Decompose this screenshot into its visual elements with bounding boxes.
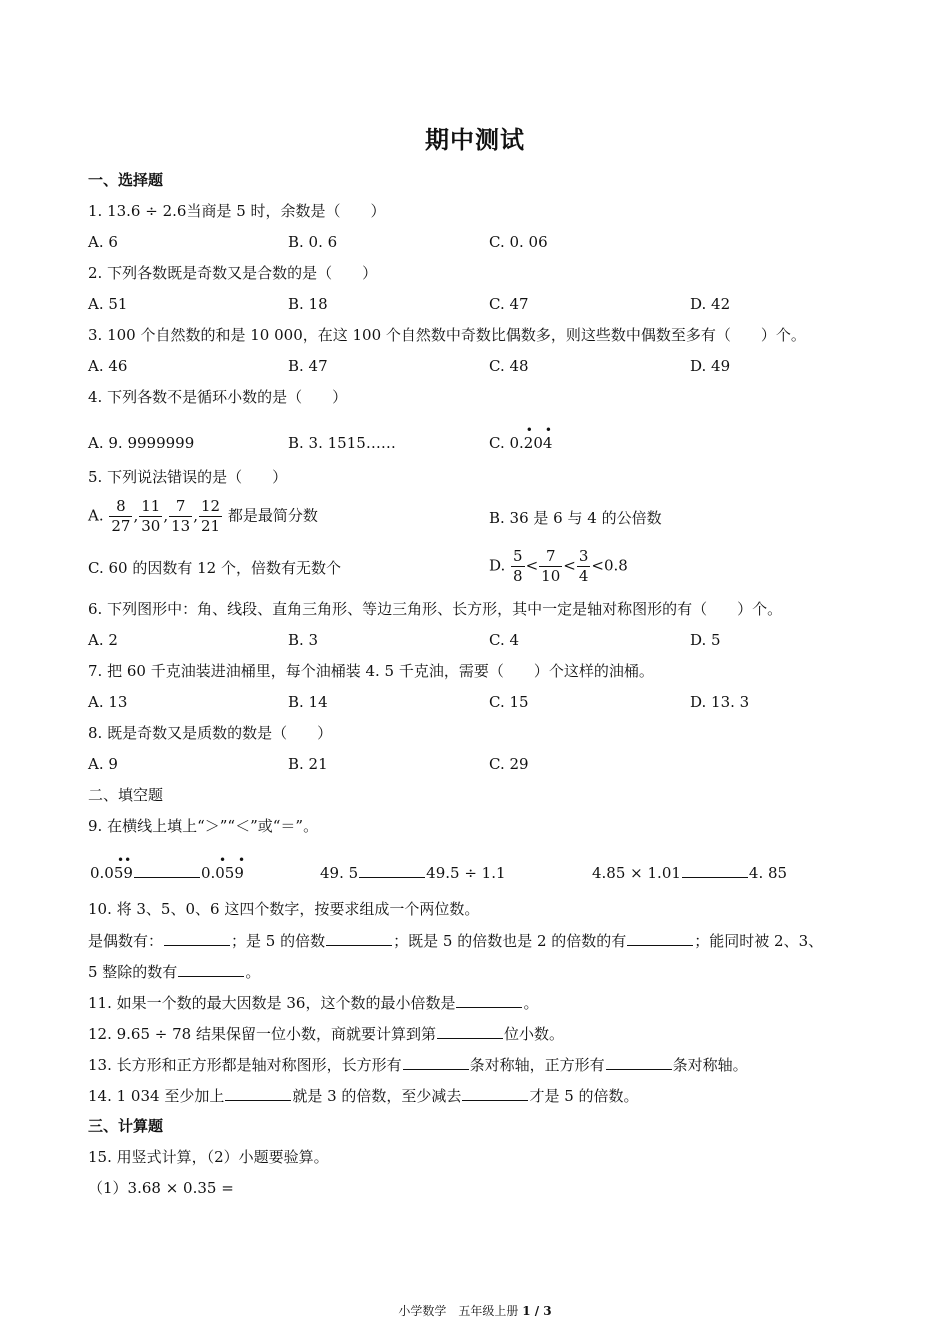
answer-blank[interactable] [225, 1088, 291, 1101]
question-5-option-d: D. $\frac{5}{8}$ < $\frac{7}{10}$ < $\frac{3}{4}$ <0.8 [489, 547, 628, 585]
fraction: $\frac{3}{4}$ [578, 547, 589, 585]
question-6-option-d: D. 5 [690, 631, 721, 649]
question-6-option-a: A. 2 [88, 631, 118, 649]
fraction: $\frac{11}{30}$ [141, 497, 161, 535]
fraction: $\frac{7}{13}$ [171, 497, 191, 535]
question-5-option-b: B. 36 是 6 与 4 的公倍数 [489, 509, 662, 527]
question-5-option-c: C. 60 的因数有 12 个，倍数有无数个 [88, 559, 341, 577]
page-number: 1 / 3 [522, 1304, 552, 1318]
answer-blank[interactable] [178, 964, 244, 977]
question-7-option-a: A. 13 [88, 693, 128, 711]
question-6-option-c: C. 4 [489, 631, 520, 649]
question-7-option-c: C. 15 [489, 693, 529, 711]
question-3-stem: 3. 100 个自然数的和是 10 000，在这 100 个自然数中奇数比偶数多，则这些数中偶数至多有（ ）个。 [88, 326, 806, 344]
question-2-stem: 2. 下列各数既是奇数又是合数的是（ ） [88, 264, 378, 282]
question-15-stem: 15. 用竖式计算，（2）小题要验算。 [88, 1148, 329, 1166]
fraction: $\frac{5}{8}$ [513, 547, 523, 585]
answer-blank[interactable] [359, 865, 425, 878]
question-9-part-3: 4.85 × 1.01 4. 85 [592, 864, 788, 882]
question-2-option-c: C. 47 [489, 295, 529, 313]
question-7-stem: 7. 把 60 千克油装进油桶里，每个油桶装 4. 5 千克油，需要（ ）个这样的油桶。 [88, 662, 654, 680]
question-8-stem: 8. 既是奇数又是质数的数是（ ） [88, 724, 333, 742]
question-2-option-d: D. 42 [690, 295, 731, 313]
question-5-stem: 5. 下列说法错误的是（ ） [88, 468, 288, 486]
answer-blank[interactable] [164, 933, 230, 946]
question-6-option-b: B. 3 [288, 631, 319, 649]
question-11: 11. 如果一个数的最大因数是 36，这个数的最小倍数是 。 [88, 994, 539, 1012]
question-4-stem: 4. 下列各数不是循环小数的是（ ） [88, 388, 348, 406]
question-7-option-b: B. 14 [288, 693, 328, 711]
question-10-stem: 10. 将 3、5、0、6 这四个数字，按要求组成一个两位数。 [88, 900, 480, 918]
question-1-option-a: A. 6 [88, 233, 118, 251]
answer-blank[interactable] [403, 1057, 469, 1070]
question-1-stem: 1. 13.6 ÷ 2.6当商是 5 时，余数是（ ） [88, 202, 386, 220]
fraction: $\frac{8}{27}$ [111, 497, 131, 535]
question-9-stem: 9. 在横线上填上“＞”“＜”或“＝”。 [88, 817, 319, 835]
page-footer: 小学数学 五年级上册 1 / 3 [398, 1304, 552, 1318]
answer-blank[interactable] [134, 865, 200, 878]
answer-blank[interactable] [462, 1088, 528, 1101]
section-heading-choice: 一、选择题 [88, 171, 164, 189]
question-8-option-c: C. 29 [489, 755, 529, 773]
answer-blank[interactable] [682, 865, 748, 878]
question-15-part-1: （1）3.68 × 0.35 = [88, 1179, 234, 1197]
question-4-option-a: A. 9. 9999999 [88, 434, 195, 452]
fraction: $\frac{7}{10}$ [541, 547, 561, 585]
question-10-line-2: 5 整除的数有 。 [88, 963, 261, 981]
question-8-option-a: A. 9 [88, 755, 118, 773]
answer-blank[interactable] [606, 1057, 672, 1070]
question-3-option-b: B. 47 [288, 357, 328, 375]
question-5-option-a: A. $\frac{8}{27}$ , $\frac{11}{30}$ , $\frac{7}{13}$ , $\frac{12}{21}$ 都是最简分数 [88, 497, 318, 535]
answer-blank[interactable] [326, 933, 392, 946]
page-title: 期中测试 [425, 125, 525, 154]
question-3-option-d: D. 49 [690, 357, 731, 375]
question-2-option-b: B. 18 [288, 295, 328, 313]
question-4-option-c: C. 0. • 20 • 4 [489, 423, 553, 452]
question-8-option-b: B. 21 [288, 755, 328, 773]
section-heading-calc: 三、计算题 [88, 1117, 164, 1135]
question-3-option-c: C. 48 [489, 357, 529, 375]
question-13: 13. 长方形和正方形都是轴对称图形，长方形有 条对称轴，正方形有 条对称轴。 [88, 1056, 748, 1074]
question-1-option-b: B. 0. 6 [288, 233, 338, 251]
answer-blank[interactable] [627, 933, 693, 946]
fraction: $\frac{12}{21}$ [201, 497, 221, 535]
question-9-part-2: 49. 5 49.5 ÷ 1.1 [320, 864, 506, 882]
question-3-option-a: A. 46 [88, 357, 128, 375]
answer-blank[interactable] [456, 995, 522, 1008]
question-4-option-b: B. 3. 1515…… [288, 434, 396, 452]
question-6-stem: 6. 下列图形中：角、线段、直角三角形、等边三角形、长方形，其中一定是轴对称图形的有（ ）个。 [88, 600, 783, 618]
question-9-part-1: •• 0.059 • • 0.059 [90, 853, 246, 882]
question-14: 14. 1 034 至少加上 就是 3 的倍数，至少减去 才是 5 的倍数。 [88, 1087, 639, 1105]
question-12: 12. 9.65 ÷ 78 结果保留一位小数，商就要计算到第 位小数。 [88, 1025, 564, 1043]
question-1-option-c: C. 0. 06 [489, 233, 548, 251]
question-2-option-a: A. 51 [88, 295, 128, 313]
question-7-option-d: D. 13. 3 [690, 693, 750, 711]
section-heading-fill: 二、填空题 [88, 786, 164, 804]
answer-blank[interactable] [437, 1026, 503, 1039]
question-10-line-1: 是偶数有： ；是 5 的倍数 ；既是 5 的倍数也是 2 的倍数的有 ；能同时被 2、3、 [88, 932, 824, 950]
